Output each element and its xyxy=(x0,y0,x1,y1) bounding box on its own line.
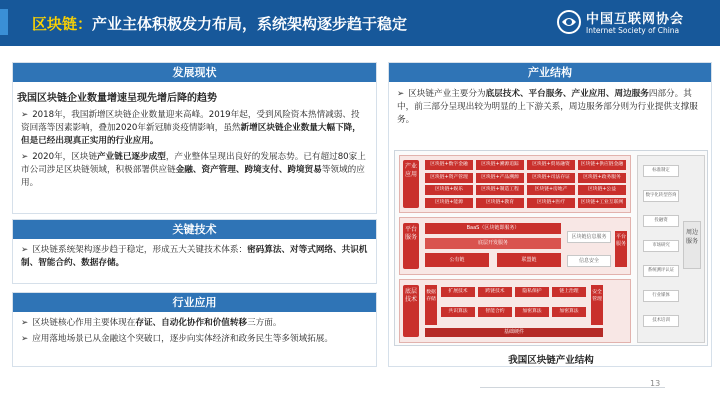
panel-industry-app-heading: 行业应用 xyxy=(13,293,376,312)
diagram-base-cell: 隐私保护 xyxy=(515,287,549,297)
diagram-side-item: 数字化转型咨询 xyxy=(643,190,679,202)
logo-cn-text: 中国互联网协会 xyxy=(586,12,685,27)
diagram-side-item: 行业媒体 xyxy=(643,290,679,302)
industry-app-para-2 xyxy=(21,333,368,346)
diagram-base-cell: 安全管理 xyxy=(591,285,603,325)
diagram-side-item: 市场研究 xyxy=(643,240,679,252)
diagram-layer-platform-tag: 平台服务 xyxy=(403,223,419,269)
panel-dev-status-heading: 发展现状 xyxy=(13,63,376,82)
diagram-app-cell: 区块链+资产管理 xyxy=(425,173,473,183)
title-rest: 产业主体积极发力布局，系统架构逐步趋于稳定 xyxy=(92,15,408,33)
industry-structure-body xyxy=(389,82,711,131)
dev-status-p2-e: 等领域的应用。 xyxy=(21,165,365,188)
diagram-base-cell: 加密算法 xyxy=(552,307,586,317)
diagram-caption: 我国区块链产业结构 xyxy=(508,355,594,366)
header-bar xyxy=(0,0,720,46)
diagram-dev-service: 底层开发服务 xyxy=(425,238,561,249)
industry-app-p1-a: 区块链核心作用主要体现在 xyxy=(32,318,136,328)
diagram-side-item: 标准制定 xyxy=(643,165,679,177)
diagram-baas: BaaS（区块链即服务） xyxy=(425,223,561,234)
diagram-app-cell: 区块链+溯源追踪 xyxy=(476,160,524,170)
diagram-app-cell: 区块链+数字金融 xyxy=(425,160,473,170)
logo-en-text: Internet Society of China xyxy=(586,26,680,35)
bullet-arrow-icon: ➢ xyxy=(21,334,29,344)
industry-structure-diagram xyxy=(394,150,708,346)
diagram-side-item: 投融资 xyxy=(643,215,679,227)
isc-logo-icon xyxy=(556,9,582,35)
bullet-arrow-icon: ➢ xyxy=(21,110,29,120)
diagram-base-cell: 共识算法 xyxy=(441,307,475,317)
diagram-app-cell: 区块链+房地产 xyxy=(527,185,575,195)
dev-status-para-1 xyxy=(21,109,368,148)
diagram-side-item: 系统测评认证 xyxy=(643,265,679,277)
diagram-base-cell: 扩展技术 xyxy=(441,287,475,297)
diagram-app-cell: 区块链+工业互联网 xyxy=(578,198,626,208)
dev-status-p2-d: 金融、资产管理、跨境支付、跨境贸易 xyxy=(175,165,322,175)
diagram-app-cell: 区块链+产品溯源 xyxy=(476,173,524,183)
diagram-side-item: 技术培训 xyxy=(643,315,679,327)
diagram-base-cell: 数据存储 xyxy=(425,285,437,325)
industry-app-p1-b: 存证、自动化协作和价值转移 xyxy=(135,318,248,328)
diagram-app-cell: 区块链+政务服务 xyxy=(578,173,626,183)
diagram-consortium-chain: 联盟链 xyxy=(497,253,561,267)
diagram-base-cell: 加密算法 xyxy=(515,307,549,317)
diagram-app-cell: 区块链+教育 xyxy=(476,198,524,208)
diagram-app-cell: 区块链+公益 xyxy=(578,185,626,195)
industry-app-para-1 xyxy=(21,317,368,330)
diagram-base-cell: 智能合约 xyxy=(478,307,512,317)
diagram-layer-base-tag: 底层技术 xyxy=(403,285,419,337)
industry-structure-p-b: 底层技术、平台服务、产业应用、周边服务 xyxy=(485,89,649,99)
diagram-app-cell: 区块链+司法存证 xyxy=(527,173,575,183)
dev-status-p2-c: ，产业整体呈现出良好的发展态势。已有超过80家上市公司涉足区块链领域，积极部署供应链 xyxy=(21,152,366,175)
dev-status-p1-a: 2018年，我国新增区块链企业数量迎来高峰。2019年起，受到风险资本热情减弱、投资回落等因素影响，叠加2020年新冠肺炎疫情影响，虽然 xyxy=(21,110,360,133)
key-tech-p-a: 区块链系统架构逐步趋于稳定，形成五大关键技术体系： xyxy=(32,245,248,255)
bullet-arrow-icon: ➢ xyxy=(21,318,29,328)
page-number: 13 xyxy=(650,379,661,388)
industry-structure-p-c: 四部分。其中，前三部分呈现出较为明显的上下游关系，周边服务部分则为行业提供支撑服务。 xyxy=(397,89,698,125)
diagram-app-cell: 区块链+医疗 xyxy=(527,198,575,208)
footer-divider xyxy=(480,387,665,388)
diagram-base-cell: 链上治理 xyxy=(552,287,586,297)
dev-status-body xyxy=(13,109,376,197)
key-tech-p-b: 密码算法、对等式网络、共识机制、智能合约、数据存储。 xyxy=(21,245,368,268)
diagram-hardware: 基础硬件 xyxy=(425,328,603,337)
diagram-app-cell: 区块链+贸易融资 xyxy=(527,160,575,170)
dev-status-para-2 xyxy=(21,151,368,190)
title-highlight: 区块链： xyxy=(32,15,93,33)
panel-industry-app xyxy=(12,292,377,367)
panel-key-tech-heading: 关键技术 xyxy=(13,220,376,239)
dev-status-p2-a: 2020年，区块链 xyxy=(32,152,98,162)
diagram-layer-app-tag: 产业应用 xyxy=(403,160,419,208)
panel-industry-structure-heading: 产业结构 xyxy=(389,63,711,82)
industry-structure-p-a: 区块链产业主要分为 xyxy=(408,89,486,99)
bullet-arrow-icon: ➢ xyxy=(21,152,29,162)
diagram-public-chain: 公有链 xyxy=(425,253,489,267)
header-accent xyxy=(0,9,8,35)
industry-app-p1-c: 三方面。 xyxy=(247,318,282,328)
diagram-app-cell: 区块链+制造工程 xyxy=(476,185,524,195)
diagram-app-cell: 区块链+娱乐 xyxy=(425,185,473,195)
bullet-arrow-icon: ➢ xyxy=(21,245,29,255)
panel-key-tech xyxy=(12,219,377,284)
industry-app-p2: 应用落地场景已从金融这个突破口，逐步向实体经济和政务民生等多领域拓展。 xyxy=(32,334,333,344)
diagram-side-title: 周边服务 xyxy=(683,221,701,269)
diagram-app-cell: 区块链+供应链金融 xyxy=(578,160,626,170)
diagram-chain-info: 区块链信息服务 xyxy=(567,231,611,243)
page-title xyxy=(32,13,407,34)
industry-app-body xyxy=(13,312,376,353)
isc-logo xyxy=(556,6,706,40)
dev-status-p1-b: 新增区块链企业数量大幅下降，但是已经出现真正实用的行业应用。 xyxy=(21,123,361,146)
dev-status-p2-b: 产业链已逐步成型 xyxy=(97,152,166,162)
panel-dev-status xyxy=(12,62,377,214)
diagram-base-cell: 跨链技术 xyxy=(478,287,512,297)
diagram-platform-side: 平台服务 xyxy=(615,231,627,267)
diagram-app-cell: 区块链+能源 xyxy=(425,198,473,208)
diagram-info-security: 信息安全 xyxy=(567,255,611,267)
dev-status-subheading: 我国区块链企业数量增速呈现先增后降的趋势 xyxy=(17,93,217,104)
key-tech-body xyxy=(13,239,376,274)
bullet-arrow-icon: ➢ xyxy=(397,89,405,99)
